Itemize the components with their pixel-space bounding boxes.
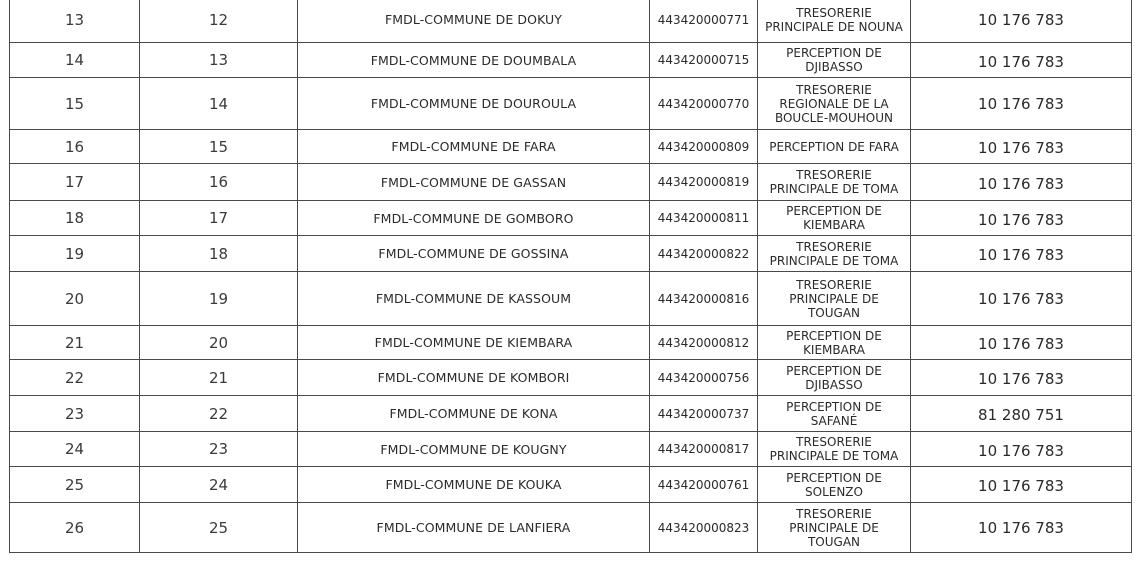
table-row bbox=[10, 272, 1132, 326]
commune-number: 21 bbox=[140, 360, 298, 396]
commune-number: 12 bbox=[140, 0, 298, 43]
treasury-office: PERCEPTION DE DJIBASSO bbox=[758, 43, 911, 78]
account-number: 443420000816 bbox=[650, 272, 758, 326]
row-order-number: 23 bbox=[10, 396, 140, 432]
treasury-office: PERCEPTION DE SAFANÉ bbox=[758, 396, 911, 432]
allocation-amount: 10 176 783 bbox=[911, 326, 1132, 360]
commune-number: 14 bbox=[140, 78, 298, 130]
row-order-number: 19 bbox=[10, 236, 140, 272]
allocation-amount: 10 176 783 bbox=[911, 432, 1132, 467]
table-row bbox=[10, 432, 1132, 467]
row-order-number: 13 bbox=[10, 0, 140, 43]
treasury-office: TRESORERIE PRINCIPALE DE TOMA bbox=[758, 236, 911, 272]
row-order-number: 20 bbox=[10, 272, 140, 326]
row-order-number: 17 bbox=[10, 164, 140, 201]
treasury-office: PERCEPTION DE KIEMBARA bbox=[758, 201, 911, 236]
allocation-amount: 10 176 783 bbox=[911, 0, 1132, 43]
commune-number: 23 bbox=[140, 432, 298, 467]
commune-number: 22 bbox=[140, 396, 298, 432]
commune-name: FMDL-COMMUNE DE GOMBORO bbox=[298, 201, 650, 236]
treasury-office: TRESORERIE PRINCIPALE DE NOUNA bbox=[758, 0, 911, 43]
account-number: 443420000823 bbox=[650, 503, 758, 553]
commune-name: FMDL-COMMUNE DE KASSOUM bbox=[298, 272, 650, 326]
commune-name: FMDL-COMMUNE DE KOUKA bbox=[298, 467, 650, 503]
commune-number: 18 bbox=[140, 236, 298, 272]
table-row bbox=[10, 0, 1132, 43]
allocation-amount: 10 176 783 bbox=[911, 236, 1132, 272]
commune-number: 16 bbox=[140, 164, 298, 201]
commune-name: FMDL-COMMUNE DE DOUROULA bbox=[298, 78, 650, 130]
row-order-number: 22 bbox=[10, 360, 140, 396]
row-order-number: 16 bbox=[10, 130, 140, 164]
table-row bbox=[10, 503, 1132, 553]
treasury-office: TRESORERIE PRINCIPALE DE TOMA bbox=[758, 432, 911, 467]
table-row bbox=[10, 164, 1132, 201]
commune-name: FMDL-COMMUNE DE KIEMBARA bbox=[298, 326, 650, 360]
account-number: 443420000737 bbox=[650, 396, 758, 432]
row-order-number: 25 bbox=[10, 467, 140, 503]
commune-name: FMDL-COMMUNE DE GOSSINA bbox=[298, 236, 650, 272]
allocation-amount: 10 176 783 bbox=[911, 360, 1132, 396]
commune-number: 19 bbox=[140, 272, 298, 326]
allocation-amount: 10 176 783 bbox=[911, 503, 1132, 553]
account-number: 443420000761 bbox=[650, 467, 758, 503]
account-number: 443420000809 bbox=[650, 130, 758, 164]
table-row bbox=[10, 236, 1132, 272]
allocation-amount: 10 176 783 bbox=[911, 272, 1132, 326]
account-number: 443420000822 bbox=[650, 236, 758, 272]
row-order-number: 15 bbox=[10, 78, 140, 130]
treasury-office: TRESORERIE PRINCIPALE DE TOUGAN bbox=[758, 272, 911, 326]
commune-number: 17 bbox=[140, 201, 298, 236]
table-row bbox=[10, 78, 1132, 130]
treasury-office: TRESORERIE REGIONALE DE LA BOUCLE-MOUHOUN bbox=[758, 78, 911, 130]
table-row bbox=[10, 360, 1132, 396]
table-row bbox=[10, 326, 1132, 360]
treasury-office: PERCEPTION DE FARA bbox=[758, 130, 911, 164]
row-order-number: 26 bbox=[10, 503, 140, 553]
allocation-amount: 10 176 783 bbox=[911, 201, 1132, 236]
treasury-office: TRESORERIE PRINCIPALE DE TOUGAN bbox=[758, 503, 911, 553]
treasury-office: PERCEPTION DE SOLENZO bbox=[758, 467, 911, 503]
commune-name: FMDL-COMMUNE DE KOMBORI bbox=[298, 360, 650, 396]
allocation-amount: 10 176 783 bbox=[911, 164, 1132, 201]
row-order-number: 14 bbox=[10, 43, 140, 78]
commune-name: FMDL-COMMUNE DE GASSAN bbox=[298, 164, 650, 201]
table-row bbox=[10, 396, 1132, 432]
account-number: 443420000812 bbox=[650, 326, 758, 360]
commune-name: FMDL-COMMUNE DE KOUGNY bbox=[298, 432, 650, 467]
treasury-office: PERCEPTION DE KIEMBARA bbox=[758, 326, 911, 360]
table-row bbox=[10, 130, 1132, 164]
commune-name: FMDL-COMMUNE DE FARA bbox=[298, 130, 650, 164]
commune-name: FMDL-COMMUNE DE DOKUY bbox=[298, 0, 650, 43]
table-row bbox=[10, 43, 1132, 78]
account-number: 443420000771 bbox=[650, 0, 758, 43]
commune-name: FMDL-COMMUNE DE LANFIERA bbox=[298, 503, 650, 553]
commune-name: FMDL-COMMUNE DE KONA bbox=[298, 396, 650, 432]
commune-name: FMDL-COMMUNE DE DOUMBALA bbox=[298, 43, 650, 78]
allocation-amount: 81 280 751 bbox=[911, 396, 1132, 432]
table-row bbox=[10, 201, 1132, 236]
commune-number: 15 bbox=[140, 130, 298, 164]
allocation-table bbox=[9, 0, 1132, 553]
row-order-number: 24 bbox=[10, 432, 140, 467]
account-number: 443420000811 bbox=[650, 201, 758, 236]
commune-number: 13 bbox=[140, 43, 298, 78]
commune-number: 20 bbox=[140, 326, 298, 360]
account-number: 443420000770 bbox=[650, 78, 758, 130]
allocation-amount: 10 176 783 bbox=[911, 78, 1132, 130]
allocation-amount: 10 176 783 bbox=[911, 43, 1132, 78]
treasury-office: PERCEPTION DE DJIBASSO bbox=[758, 360, 911, 396]
allocation-amount: 10 176 783 bbox=[911, 130, 1132, 164]
account-number: 443420000817 bbox=[650, 432, 758, 467]
allocation-amount: 10 176 783 bbox=[911, 467, 1132, 503]
table-row bbox=[10, 467, 1132, 503]
row-order-number: 21 bbox=[10, 326, 140, 360]
account-number: 443420000819 bbox=[650, 164, 758, 201]
commune-number: 25 bbox=[140, 503, 298, 553]
treasury-office: TRESORERIE PRINCIPALE DE TOMA bbox=[758, 164, 911, 201]
account-number: 443420000756 bbox=[650, 360, 758, 396]
row-order-number: 18 bbox=[10, 201, 140, 236]
commune-number: 24 bbox=[140, 467, 298, 503]
account-number: 443420000715 bbox=[650, 43, 758, 78]
